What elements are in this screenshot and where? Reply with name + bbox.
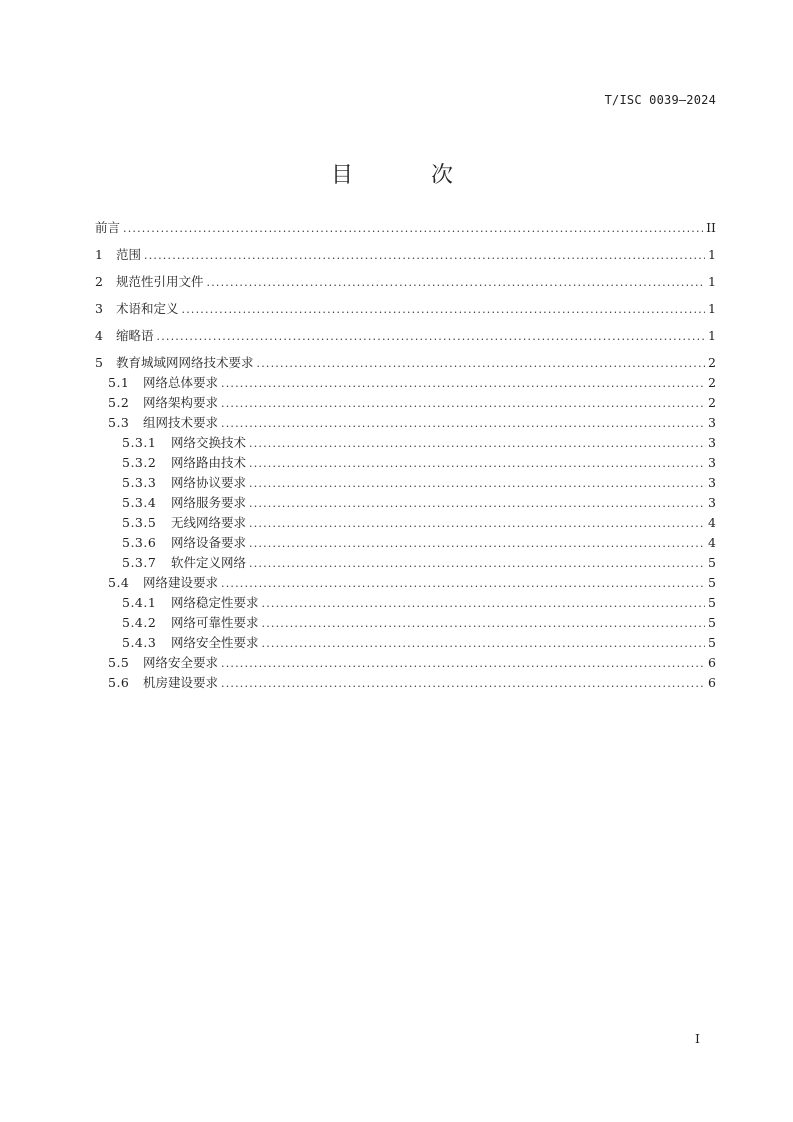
toc-page-number: 4 (708, 535, 716, 550)
toc-page-number: 3 (708, 455, 716, 470)
toc-entry-foreword[interactable] (95, 220, 716, 236)
toc-section-number: 5.3.7 (122, 555, 157, 570)
toc-entry-5-4[interactable] (108, 575, 716, 591)
toc-section-number: 5.2 (108, 395, 130, 410)
toc-page-number: 6 (708, 675, 716, 690)
toc-page-number: 1 (708, 328, 716, 343)
toc-section-number: 5 (95, 355, 104, 370)
toc-entry-label: 机房建设要求 (143, 675, 219, 690)
toc-entry-5-4-2[interactable] (122, 615, 716, 631)
toc-page-number: 5 (708, 615, 716, 630)
toc-entry-2[interactable] (95, 274, 716, 290)
toc-leader-dots (123, 221, 703, 237)
toc-section-number: 5.5 (108, 655, 130, 670)
standard-code: T/ISC 0039—2024 (604, 93, 716, 107)
toc-page-number: 5 (708, 575, 716, 590)
toc-entry-label: 缩略语 (116, 328, 154, 343)
toc-title: 目 次 (330, 163, 481, 188)
page-number: I (695, 1031, 700, 1046)
toc-entry-label: 网络交换技术 (171, 435, 247, 450)
toc-entry-label: 无线网络要求 (171, 515, 247, 530)
toc-entry-1[interactable] (95, 247, 716, 263)
toc-entry-5-3[interactable] (108, 415, 716, 431)
toc-page-number: 3 (708, 435, 716, 450)
toc-section-number: 5.3.6 (122, 535, 157, 550)
toc-section-number: 5.1 (108, 375, 130, 390)
toc-entry-5-3-3[interactable] (122, 475, 716, 491)
toc-leader-dots (221, 676, 705, 692)
toc-leader-dots (221, 576, 705, 592)
toc-section-number: 5.3 (108, 415, 130, 430)
toc-entry-label: 网络协议要求 (171, 475, 247, 490)
toc-leader-dots (221, 656, 705, 672)
toc-section-number: 5.3.1 (122, 435, 157, 450)
toc-leader-dots (221, 396, 705, 412)
toc-page-number: 5 (708, 555, 716, 570)
toc-entry-label: 网络服务要求 (171, 495, 247, 510)
toc-entry-label: 教育城域网网络技术要求 (116, 355, 254, 370)
toc-leader-dots (207, 275, 706, 291)
toc-leader-dots (249, 536, 705, 552)
toc-page-number: 5 (708, 635, 716, 650)
toc-page-number: 3 (708, 475, 716, 490)
toc-page-number: 1 (708, 247, 716, 262)
toc-leader-dots (144, 248, 705, 264)
toc-entry-label: 网络可靠性要求 (171, 615, 259, 630)
toc-page-number: 2 (708, 355, 716, 370)
toc-entry-5-3-2[interactable] (122, 455, 716, 471)
toc-page-number: 2 (708, 375, 716, 390)
toc-page-number: 5 (708, 595, 716, 610)
toc-section-number: 5.3.4 (122, 495, 157, 510)
toc-section-number: 5.4.3 (122, 635, 157, 650)
toc-section-number: 2 (95, 274, 104, 289)
toc-leader-dots (249, 516, 705, 532)
toc-section-number: 3 (95, 301, 104, 316)
toc-leader-dots (249, 496, 705, 512)
toc-leader-dots (257, 356, 706, 372)
toc-entry-5-3-1[interactable] (122, 435, 716, 451)
toc-entry-3[interactable] (95, 301, 716, 317)
toc-entry-label: 组网技术要求 (143, 415, 219, 430)
toc-section-number: 5.4.1 (122, 595, 157, 610)
toc-page-number: 3 (708, 415, 716, 430)
toc-page-number: 4 (708, 515, 716, 530)
toc-section-number: 5.6 (108, 675, 130, 690)
toc-section-number: 5.3.2 (122, 455, 157, 470)
toc-leader-dots (221, 376, 705, 392)
toc-section-number: 5.4.2 (122, 615, 157, 630)
toc-section-number: 5.4 (108, 575, 130, 590)
toc-leader-dots (262, 596, 706, 612)
toc-page-number: 1 (708, 301, 716, 316)
toc-entry-label: 网络架构要求 (143, 395, 219, 410)
toc-entry-5-2[interactable] (108, 395, 716, 411)
toc-entry-label: 软件定义网络 (171, 555, 247, 570)
toc-leader-dots (221, 416, 705, 432)
toc-entry-4[interactable] (95, 328, 716, 344)
toc-entry-5-5[interactable] (108, 655, 716, 671)
toc-page-number: 3 (708, 495, 716, 510)
toc-entry-5-4-3[interactable] (122, 635, 716, 651)
toc-entry-label: 规范性引用文件 (116, 274, 204, 289)
toc-entry-label: 前言 (95, 220, 121, 235)
toc-entry-label: 网络设备要求 (171, 535, 247, 550)
toc-entry-5-1[interactable] (108, 375, 716, 391)
toc-section-number: 4 (95, 328, 104, 343)
toc-entry-5-3-5[interactable] (122, 515, 716, 531)
toc-entry-5-4-1[interactable] (122, 595, 716, 611)
toc-entry-5-3-7[interactable] (122, 555, 716, 571)
toc-entry-label: 网络路由技术 (171, 455, 247, 470)
toc-entry-label: 网络稳定性要求 (171, 595, 259, 610)
toc-entry-label: 网络安全要求 (143, 655, 219, 670)
toc-entry-label: 范围 (116, 247, 142, 262)
toc-section-number: 5.3.5 (122, 515, 157, 530)
toc-leader-dots (182, 302, 706, 318)
toc-entry-label: 网络安全性要求 (171, 635, 259, 650)
toc-section-number: 1 (95, 247, 104, 262)
toc-entry-5-3-4[interactable] (122, 495, 716, 511)
toc-entry-label: 网络总体要求 (143, 375, 219, 390)
toc-leader-dots (157, 329, 706, 345)
toc-leader-dots (249, 556, 705, 572)
toc-leader-dots (262, 636, 706, 652)
toc-page-number: 6 (708, 655, 716, 670)
toc-page-number: 1 (708, 274, 716, 289)
toc-entry-5-3-6[interactable] (122, 535, 716, 551)
toc-leader-dots (249, 456, 705, 472)
toc-leader-dots (262, 616, 706, 632)
toc-leader-dots (249, 476, 705, 492)
toc-entry-5[interactable] (95, 355, 716, 371)
toc-page-number: II (706, 220, 716, 235)
toc-leader-dots (249, 436, 705, 452)
toc-entry-5-6[interactable] (108, 675, 716, 691)
toc-section-number: 5.3.3 (122, 475, 157, 490)
toc-entry-label: 术语和定义 (116, 301, 179, 316)
toc-page-number: 2 (708, 395, 716, 410)
toc-entry-label: 网络建设要求 (143, 575, 219, 590)
